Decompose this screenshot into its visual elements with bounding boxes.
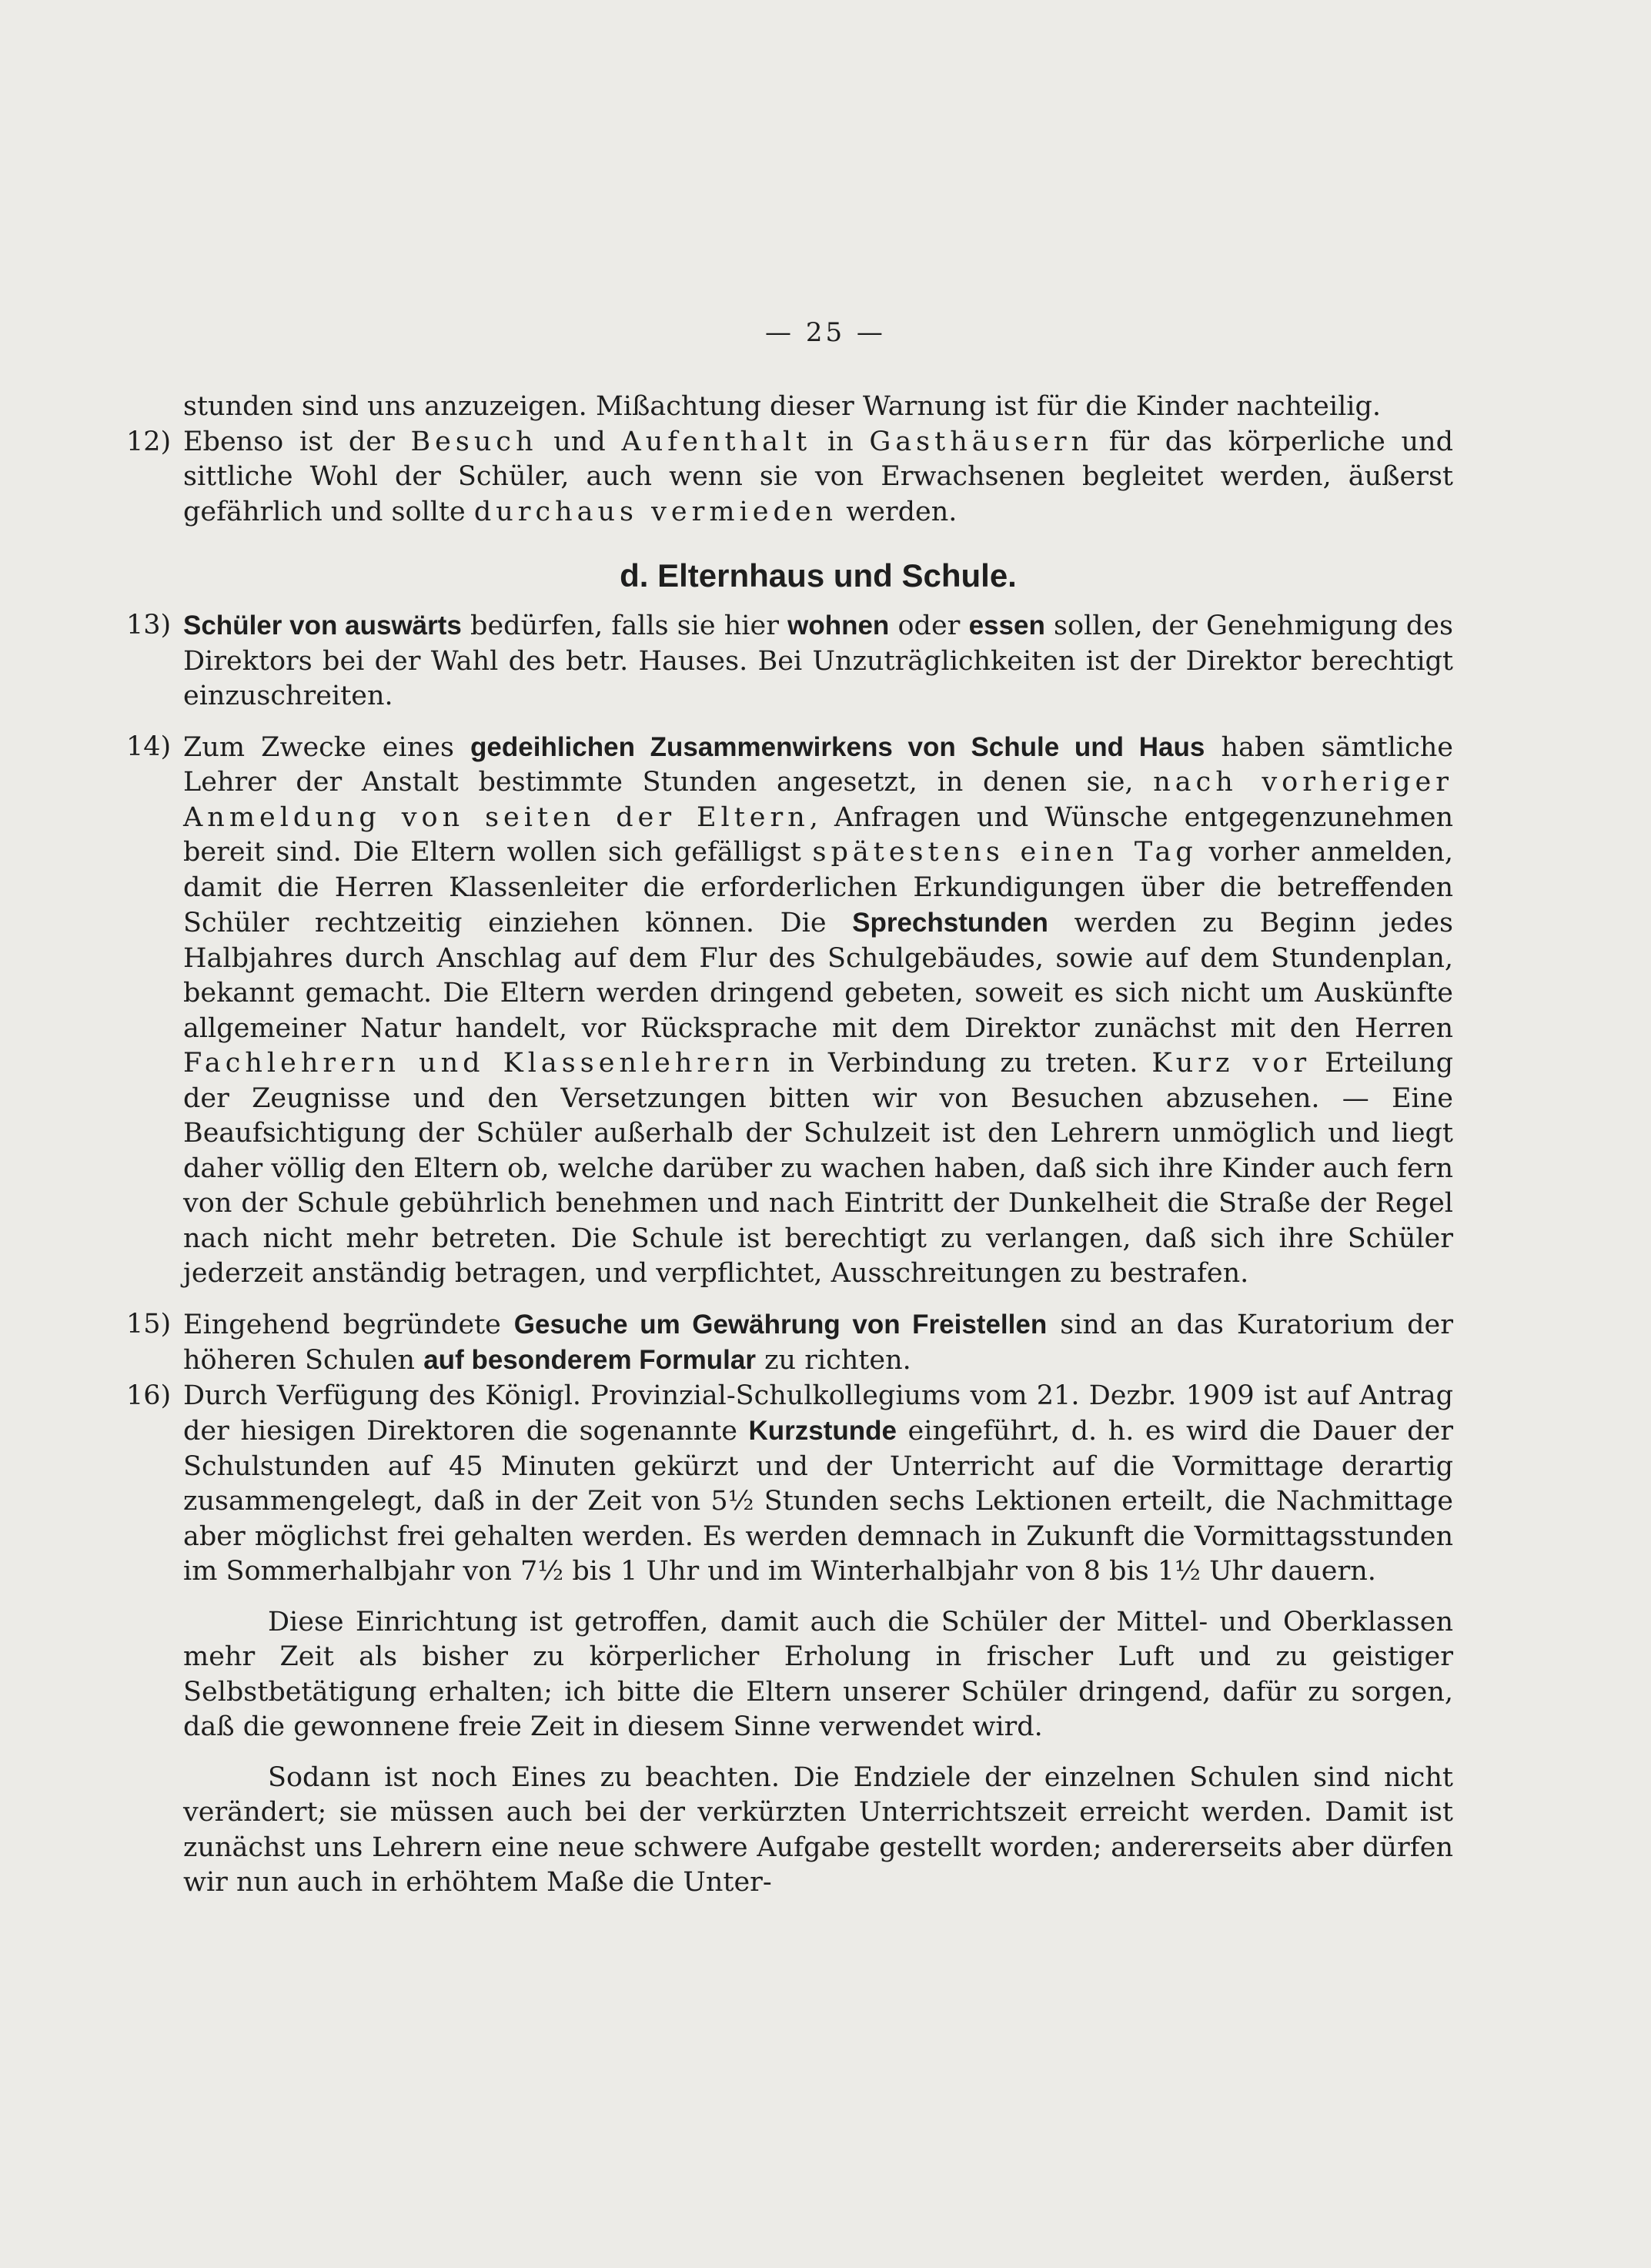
item-number: 14) [126, 731, 172, 762]
item-number: 16) [126, 1380, 172, 1411]
item-14 [126, 730, 1454, 1292]
paragraph-continuation: stunden sind uns anzuzeigen. Mißachtung dieser Warnung ist für die Kinder nachteilig. [183, 391, 1381, 422]
item-text: Durch Verfügung des Königl. Provinzial-Schulkollegiums vom 21. Dezbr. 1909 ist auf Antrag der hiesigen Direktoren die sogenannte Kurzstunde eingeführt, d. h. es wird die Dauer der Schulstunden auf 45 Minuten gekürzt und der Unterricht auf die Vormittage derartig zusammengelegt, daß in der Zeit von 5½ Stunden sechs Lektionen erteilt, die Nachmittage aber möglichst frei gehalten werden. Es werden demnach in Zukunft die Vormittagsstunden im Sommerhalbjahr von 7½ bis 1 Uhr und im Winterhalbjahr von 8 bis 1½ Uhr dauern. [183, 1380, 1453, 1587]
item-12 [126, 425, 1453, 530]
item-text: Eingehend begründete Gesuche um Gewährung von Freistellen sind an das Kuratorium der höheren Schulen auf besonderem Formular zu richten. [183, 1309, 1453, 1376]
item-number: 12) [126, 426, 172, 457]
item-15 [126, 1307, 1453, 1379]
item-number: 15) [126, 1308, 172, 1340]
page-number: — 25 — [765, 317, 886, 348]
item-text: Ebenso ist der Besuch und Aufenthalt in Gasthäusern für das körperliche und sittliche Wohl der Schüler, auch wenn sie von Erwachsenen begleitet werden, äußerst gefährlich und sollte durchaus vermieden werden. [183, 426, 1453, 527]
item-text: Schüler von auswärts bedürfen, falls sie hier wohnen oder essen sollen, der Genehmigung des Direktors bei der Wahl des betr. Hauses. Bei Unzuträglichkeiten ist der Direktor berechtigt einzuschreiten. [183, 610, 1453, 711]
section-heading: d. Elternhaus und Schule. [620, 557, 1017, 594]
item-number: 13) [126, 610, 172, 641]
paragraph: Sodann ist noch Eines zu beachten. Die Endziele der einzelnen Schulen sind nicht verändert; sie müssen auch bei der verkürzten Unterrichtszeit erreicht werden. Damit ist zunächst uns Lehrern eine neue schwere Aufgabe gestellt worden; andererseits aber dürfen wir nun auch in erhöhtem Maße die Unter- [183, 1761, 1453, 1898]
item-16 [126, 1379, 1453, 1590]
page-body [126, 390, 1454, 1901]
item-text: Zum Zwecke eines gedeihlichen Zusammenwirkens von Schule und Haus haben sämtliche Lehrer der Anstalt bestimmte Stunden angesetzt, in denen sie, nach vorheriger Anmeldung von seiten der Eltern, Anfragen und Wünsche entgegenzunehmen bereit sind. Die Eltern wollen sich gefälligst spätestens einen Tag vorher anmelden, damit die Herren Klassenleiter die erforderlichen Erkundigungen über die betreffenden Schüler rechtzeitig einziehen können. Die Sprechstunden werden zu Beginn jedes Halbjahres durch Anschlag auf dem Flur des Schulgebäudes, sowie auf dem Stundenplan, bekannt gemacht. Die Eltern werden dringend gebeten, soweit es sich nicht um Auskünfte allgemeiner Natur handelt, vor Rücksprache mit dem Direktor zunächst mit den Herren Fachlehrern und Klassenlehrern in Verbindung zu treten. Kurz vor Erteilung der Zeugnisse und den Versetzungen bitten wir von Besuchen abzusehen. — Eine Beaufsichtigung der Schüler außerhalb der Schulzeit ist den Lehrern unmöglich und liegt daher völlig den Eltern ob, welche darüber zu wachen haben, daß sich ihre Kinder auch fern von der Schule gebührlich benehmen und nach Eintritt der Dunkelheit die Straße der Regel nach nicht mehr betreten. Die Schule ist berechtigt zu verlangen, daß sich ihre Schüler jederzeit anständig betragen, und verpflichtet, Ausschreitungen zu bestrafen. [183, 731, 1454, 1289]
paragraph: Diese Einrichtung ist getroffen, damit auch die Schüler der Mittel- und Oberklassen mehr Zeit als bisher zu körperlicher Erholung in frischer Luft und zu geistiger Selbstbetätigung erhalten; ich bitte die Eltern unserer Schüler dringend, dafür zu sorgen, daß die gewonnene freie Zeit in diesem Sinne verwendet wird. [183, 1606, 1453, 1742]
item-13 [126, 608, 1453, 714]
